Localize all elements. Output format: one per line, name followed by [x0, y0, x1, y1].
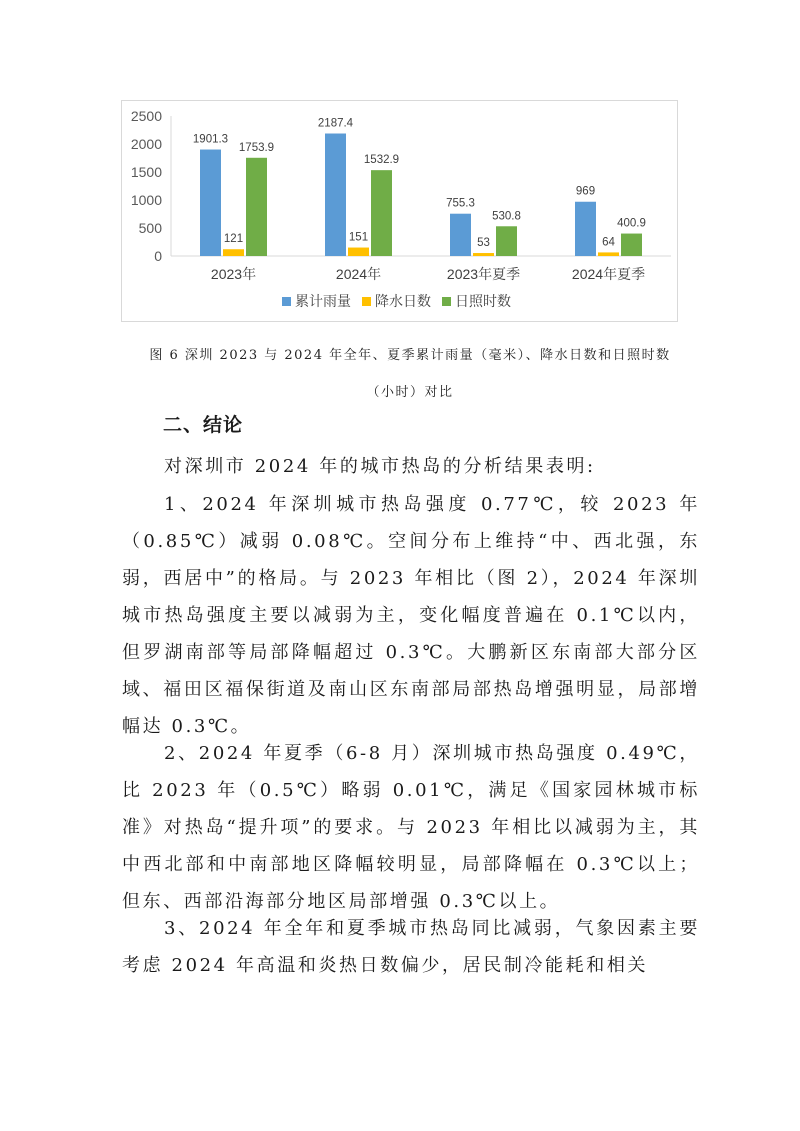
chart-figure [121, 100, 678, 322]
category-label: 2023年 [210, 266, 257, 282]
bar [575, 202, 596, 256]
y-tick-label: 2000 [130, 136, 162, 152]
conclusion-paragraph-2: 2、2024 年夏季（6-8 月）深圳城市热岛强度 0.49℃，比 2023 年（0.5℃）略弱 0.01℃，满足《国家园林城市标准》对热岛“提升项”的要求。与 2023 年相比以减弱为主，其中西北部和中南部地区降幅较明显，局部降幅在 0.3℃以上；但东、西部沿海部分地区局部增强 0.3℃以上。 [122, 743, 700, 912]
legend-label: 日照时数 [455, 293, 511, 309]
legend-swatch [362, 297, 371, 306]
bar-chart [122, 101, 679, 323]
data-label: 53 [477, 237, 490, 250]
y-tick-label: 0 [154, 248, 162, 264]
data-label: 121 [223, 233, 244, 246]
legend-swatch [282, 297, 291, 306]
data-label: 1532.9 [363, 154, 400, 167]
category-label: 2024年夏季 [571, 266, 646, 282]
data-label: 755.3 [446, 197, 475, 210]
y-tick-label: 1000 [130, 192, 162, 208]
section-heading: 二、结论 [163, 414, 244, 436]
data-label: 969 [575, 185, 596, 198]
figure-caption-line-2: （小时）对比 [366, 385, 454, 400]
data-label: 1753.9 [238, 141, 275, 154]
legend-label: 降水日数 [375, 293, 431, 309]
legend-label: 累计雨量 [295, 293, 351, 309]
bar [371, 170, 392, 256]
data-label: 400.9 [617, 217, 646, 230]
data-label: 530.8 [492, 210, 521, 223]
bar [348, 248, 369, 256]
data-label: 1901.3 [192, 133, 229, 146]
y-tick-label: 2500 [130, 108, 162, 124]
data-label: 64 [602, 236, 615, 249]
data-label: 151 [348, 231, 369, 244]
y-tick-label: 1500 [130, 164, 162, 180]
bar [325, 134, 346, 256]
legend-swatch [442, 297, 451, 306]
bar [450, 214, 471, 256]
conclusion-paragraph-1: 1、2024 年深圳城市热岛强度 0.77℃，较 2023 年（0.85℃）减弱 0.08℃。空间分布上维持“中、西北强，东弱，西居中”的格局。与 2023 年相比（图 2），2024 年深圳城市热岛强度主要以减弱为主，变化幅度普遍在 0.1℃以内，但罗湖南部等局部降幅超过 0.3℃。大鹏新区东南部大部分区域、福田区福保街道及南山区东南部局部热岛增强明显，局部增幅达 0.3℃。 [122, 494, 700, 737]
lead-paragraph: 对深圳市 2024 年的城市热岛的分析结果表明: [164, 456, 596, 477]
category-label: 2024年 [335, 266, 382, 282]
figure-caption-line-1: 图 6 深圳 2023 与 2024 年全年、夏季累计雨量（毫米）、降水日数和日照时数 [149, 348, 671, 363]
bar [223, 249, 244, 256]
category-label: 2023年夏季 [446, 266, 521, 282]
bar [200, 150, 221, 256]
bar [496, 226, 517, 256]
bar [621, 234, 642, 256]
data-label: 2187.4 [317, 117, 354, 130]
bar [246, 158, 267, 256]
y-tick-label: 500 [138, 220, 162, 236]
conclusion-paragraph-3: 3、2024 年全年和夏季城市热岛同比减弱，气象因素主要考虑 2024 年高温和炎热日数偏少，居民制冷能耗和相关 [122, 918, 700, 976]
bar [598, 252, 619, 256]
bar [473, 253, 494, 256]
